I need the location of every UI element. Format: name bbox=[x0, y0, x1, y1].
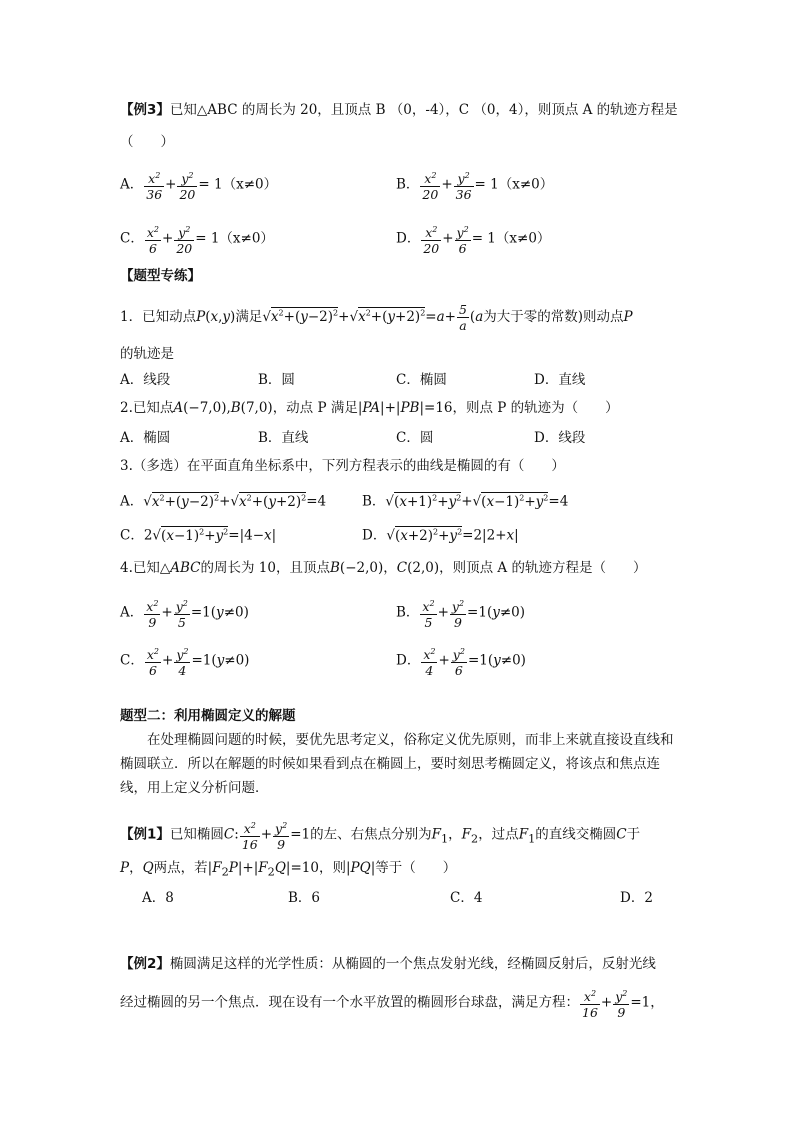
question-1-option-b: B．圆 bbox=[258, 372, 295, 388]
example-1-stem: 【例1】已知椭圆C: $\frac{x^2}{16}$ + $\frac{y^2}{9}$ =1的左、右焦点分别为$F_1$，$F_2$，过点$F_1$的直线交椭圆C于 bbox=[120, 818, 640, 852]
example-2-line1: 【例2】椭圆满足这样的光学性质：从椭圆的一个焦点发射光线，经椭圆反射后，反射光线 bbox=[120, 956, 656, 972]
question-1-option-a: A．线段 bbox=[120, 372, 171, 388]
example-3-option-c: C． $\frac{x^2}{6}$ + $\frac{y^2}{20}$ = 1（x≠0） bbox=[120, 222, 274, 256]
example-1-option-d: D．2 bbox=[620, 890, 653, 906]
question-1-stem: 1．已知动点P(x,y)满足$√x^2+(y-2)^2+√x^2+(y+2)^2=a+$ $\frac{5}{a}$ (a为大于零的常数)则动点P bbox=[120, 302, 633, 333]
section-2-title: 题型二：利用椭圆定义的解题 bbox=[120, 708, 296, 724]
question-4-option-b: B． $\frac{x^2}{5}$ + $\frac{y^2}{9}$ =1(y≠0) bbox=[396, 596, 525, 630]
question-2-option-d: D．线段 bbox=[534, 430, 586, 446]
question-1-option-c: C．椭圆 bbox=[396, 372, 447, 388]
question-4-option-c: C． $\frac{x^2}{6}$ + $\frac{y^2}{4}$ =1(y≠0) bbox=[120, 644, 249, 678]
question-3-option-c: C．$2√(x-1)^2+y^2=|4-x|$ bbox=[120, 527, 277, 544]
example-3-option-b: B． $\frac{x^2}{20}$ + $\frac{y^2}{36}$ = 1（x≠0） bbox=[396, 168, 553, 202]
question-3-option-d: D．$√(x+2)^2+y^2=2|2+x|$ bbox=[362, 527, 519, 544]
section-2-paragraph: 在处理椭圆问题的时候，要优先思考定义，俗称定义优先原则，而非上来就直接设直线和椭圆联立．所以在解题的时候如果看到点在椭圆上，要时刻思考椭圆定义，将该点和焦点连线，用上定义分析问题． bbox=[120, 732, 674, 796]
question-1-line2: 的轨迹是 bbox=[120, 346, 174, 362]
question-3-stem: 3.（多选）在平面直角坐标系中，下列方程表示的曲线是椭圆的有（ ） bbox=[120, 458, 565, 474]
question-3-option-a: A．$√x^2+(y-2)^2+√x^2+(y+2)^2=4$ bbox=[120, 493, 327, 510]
question-4-option-d: D． $\frac{x^2}{4}$ + $\frac{y^2}{6}$ =1(y≠0) bbox=[396, 644, 526, 678]
question-1-option-d: D．直线 bbox=[534, 372, 586, 388]
drill-title: 【题型专练】 bbox=[120, 268, 201, 284]
example-3-stem: 【例3】已知△ABC 的周长为 20，且顶点 B （0，-4），C （0，4），则顶点 A 的轨迹方程是 bbox=[120, 102, 678, 118]
example-2-line2: 经过椭圆的另一个焦点．现在设有一个水平放置的椭圆形台球盘，满足方程： $\frac{x^2}{16}$ + $\frac{y^2}{9}$ =1， bbox=[120, 986, 664, 1020]
example-1-option-c: C．4 bbox=[450, 890, 483, 906]
example-3-option-d: D． $\frac{x^2}{20}$ + $\frac{y^2}{6}$ = 1（x≠0） bbox=[396, 222, 550, 256]
question-3-option-b: B．$√(x+1)^2+y^2+√(x-1)^2+y^2=4$ bbox=[362, 493, 569, 510]
example-3-paren: （ ） bbox=[120, 134, 174, 150]
question-2-option-a: A．椭圆 bbox=[120, 430, 171, 446]
question-4-stem: 4.已知△ABC的周长为 10，且顶点B(−2,0)，C(2,0)，则顶点 A 的轨迹方程是（ ） bbox=[120, 560, 647, 576]
example-3-option-a: A． $\frac{x^2}{36}$ + $\frac{y^2}{20}$ = 1（x≠0） bbox=[120, 168, 277, 202]
question-2-option-b: B．直线 bbox=[258, 430, 309, 446]
example-1-option-a: A．8 bbox=[142, 890, 174, 906]
question-2-option-c: C．圆 bbox=[396, 430, 434, 446]
question-4-option-a: A． $\frac{x^2}{9}$ + $\frac{y^2}{5}$ =1(y≠0) bbox=[120, 596, 249, 630]
example-1-line2: P，Q两点，若$|F_2P|+|F_2Q|=10$，则|PQ|等于（ ） bbox=[120, 860, 457, 879]
example-1-option-b: B．6 bbox=[288, 890, 321, 906]
question-2-stem: 2.已知点A(−7,0),B(7,0)，动点 P 满足|PA|+|PB|=16，则点 P 的轨迹为（ ） bbox=[120, 400, 619, 416]
